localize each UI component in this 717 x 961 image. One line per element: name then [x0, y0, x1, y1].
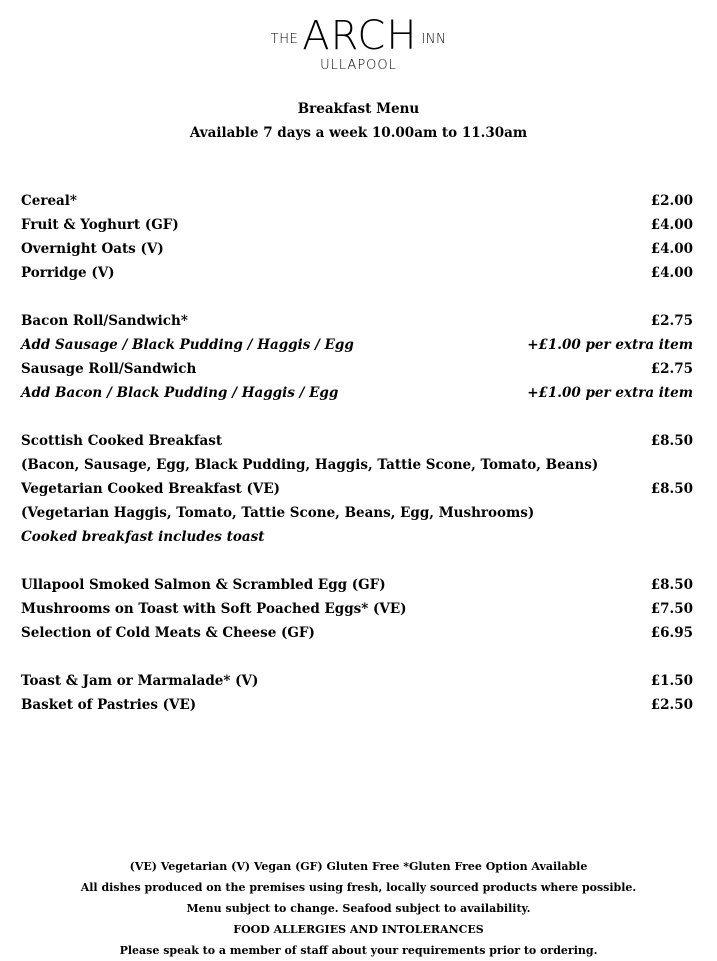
description-text: (Vegetarian Haggis, Tomato, Tattie Scone, Beans, Egg, Mushrooms) [21, 505, 535, 521]
change-note: Menu subject to change. Seafood subject to availability. [186, 902, 531, 915]
note-text: Cooked breakfast includes toast [21, 529, 265, 545]
logo [0, 13, 717, 73]
menu-item [21, 358, 693, 382]
logo-location: ULLAPOOL [320, 58, 397, 73]
item-name: Cereal* [21, 193, 77, 209]
menu-addon [21, 382, 693, 406]
produce-note: All dishes produced on the premises using fresh, locally sourced products where possible. [80, 881, 637, 894]
item-price: £4.00 [650, 265, 693, 281]
item-price: £2.75 [650, 361, 693, 377]
item-price: £8.50 [650, 433, 693, 449]
footer [0, 856, 717, 961]
item-description [21, 502, 693, 526]
menu-item [21, 430, 693, 454]
item-name: Scottish Cooked Breakfast [21, 433, 223, 449]
menu-addon [21, 334, 693, 358]
item-name: Selection of Cold Meats & Cheese (GF) [21, 625, 315, 641]
item-price: £4.00 [650, 217, 693, 233]
item-name: Mushrooms on Toast with Soft Poached Eggs* (VE) [21, 601, 407, 617]
item-name: Sausage Roll/Sandwich [21, 361, 197, 377]
section-gap [21, 646, 693, 670]
logo-prefix: THE [270, 32, 299, 47]
item-description [21, 454, 693, 478]
menu-item [21, 670, 693, 694]
item-name: Porridge (V) [21, 265, 115, 281]
menu-availability: Available 7 days a week 10.00am to 11.30am [189, 125, 528, 141]
menu-list [21, 190, 693, 718]
item-price: £1.50 [650, 673, 693, 689]
addon-name: Add Bacon / Black Pudding / Haggis / Egg [21, 385, 339, 401]
item-name: Fruit & Yoghurt (GF) [21, 217, 179, 233]
allergy-note: Please speak to a member of staff about your requirements prior to ordering. [119, 944, 598, 957]
menu-item [21, 190, 693, 214]
item-name: Bacon Roll/Sandwich* [21, 313, 188, 329]
item-name: Vegetarian Cooked Breakfast (VE) [21, 481, 281, 497]
menu-item [21, 574, 693, 598]
item-price: £2.75 [650, 313, 693, 329]
item-price: £6.95 [650, 625, 693, 641]
item-price: £8.50 [650, 481, 693, 497]
item-name: Ullapool Smoked Salmon & Scrambled Egg (GF) [21, 577, 386, 593]
addon-price: +£1.00 per extra item [527, 337, 693, 353]
logo-suffix: INN [421, 32, 447, 47]
item-price: £7.50 [650, 601, 693, 617]
menu-item [21, 694, 693, 718]
allergy-title: FOOD ALLERGIES AND INTOLERANCES [233, 923, 484, 936]
menu-title: Breakfast Menu [297, 101, 420, 117]
item-name: Toast & Jam or Marmalade* (V) [21, 673, 259, 689]
menu-item [21, 310, 693, 334]
item-price: £2.50 [650, 697, 693, 713]
menu-item [21, 238, 693, 262]
item-price: £4.00 [650, 241, 693, 257]
menu-item [21, 598, 693, 622]
menu-item [21, 262, 693, 286]
menu-item [21, 622, 693, 646]
addon-price: +£1.00 per extra item [527, 385, 693, 401]
description-text: (Bacon, Sausage, Egg, Black Pudding, Haggis, Tattie Scone, Tomato, Beans) [21, 457, 599, 473]
menu-note [21, 526, 693, 550]
item-name: Basket of Pastries (VE) [21, 697, 197, 713]
item-price: £8.50 [650, 577, 693, 593]
addon-name: Add Sausage / Black Pudding / Haggis / Egg [21, 337, 354, 353]
section-gap [21, 550, 693, 574]
menu-item [21, 214, 693, 238]
item-name: Overnight Oats (V) [21, 241, 164, 257]
section-gap [21, 286, 693, 310]
section-gap [21, 406, 693, 430]
dietary-key: (VE) Vegetarian (V) Vegan (GF) Gluten Free *Gluten Free Option Available [129, 860, 588, 873]
menu-item [21, 478, 693, 502]
item-price: £2.00 [650, 193, 693, 209]
logo-name: ARCH [302, 13, 418, 59]
